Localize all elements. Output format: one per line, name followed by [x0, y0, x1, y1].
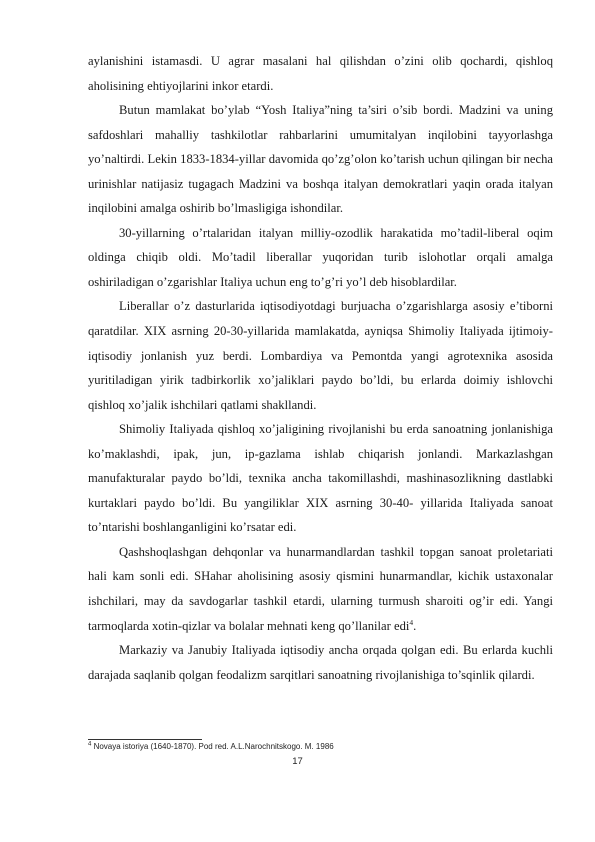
footnote-text: Novaya istoriya (1640-1870). Pod red. A.L.Narochnitskogo. M. 1986 [93, 742, 334, 751]
paragraph-7: Markaziy va Janubiy Italiyada iqtisodiy ancha orqada qolgan edi. Bu erlarda kuchli darajada saqlanib qolgan feodalizm sarqitlari sanoatning rivojlanishiga to’sqinlik qilardi. [88, 643, 553, 682]
paragraph-6-text: Qashshoqlashgan dehqonlar va hunarmandlardan tashkil topgan sanoat proletariati hali kam sonli edi. SHahar aholisining asosiy qismini hunarmandlar, kichik ustaxonalar ishchilari, may da savdogarlar tashkil etardi, ularning turmush sharoiti og’ir edi. Yangi tarmoqlarda xotin-qizlar va bolalar mehnati keng qo’llanilar edi [88, 544, 553, 633]
footnote-divider [88, 739, 202, 740]
paragraph-3: 30-yillarning o’rtalaridan italyan milliy-ozodlik harakatida mo’tadil-liberal oqim oldinga chiqib oldi. Mo’tadil liberallar yuqoridan turib islohotlar orqali amalga oshiriladigan o’zgarishlar Italiya uchun eng to’g’ri yo’l deb hisoblardilar. [88, 225, 553, 289]
paragraph-1: aylanishini istamasdi. U agrar masalani hal qilishdan o’zini olib qochardi, qishloq aholisining ehtiyojlarini inkor etardi. [88, 54, 553, 93]
paragraph-6 [88, 540, 553, 638]
paragraph-2: Butun mamlakat bo’ylab “Yosh Italiya”ning ta’siri o’sib bordi. Madzini va uning safdoshlari mahalliy tashkilotlar rahbarlarini umumitalyan inqilobini tayyorlashga yo’naltirdi. Lekin 1833-1834-yillar davomida qo’zg’olon ko’tarish uchun qilingan bir necha urinishlar natijasiz tugagach Madzini va boshqa italyan demokratlari yaqin orada italyan inqilobini amalga oshirib bo’lmasligiga ishondilar. [88, 103, 553, 216]
footnote [88, 742, 334, 751]
page-number: 17 [292, 756, 303, 767]
paragraph-5: Shimoliy Italiyada qishloq xo’jaligining rivojlanishi bu erda sanoatning jonlanishiga ko’maklashdi, ipak, jun, ip-gazlama ishlab chiqarish jonlandi. Markazlashgan manufakturalar paydo bo’ldi, texnika ancha takomillashdi, mashinasozlikning dastlabki kurtaklari paydo bo’ldi. Bu yangiliklar XIX asrning 30-40- yillarida Italiyada sanoat to’ntarishi boshlanganligini ko’rsatar edi. [88, 422, 553, 535]
paragraph-6-end: . [413, 618, 417, 633]
footnote-reference[interactable]: 4 [409, 617, 414, 627]
paragraph-4: Liberallar o’z dasturlarida iqtisodiyotdagi burjuacha o’zgarishlarga asosiy e’tiborni qaratdilar. XIX asrning 20-30-yillarida mamlakatda, ayniqsa Shimoliy Italiyada ijtimoiy-iqtisodiy jonlanish yuz berdi. Lombardiya va Pemontda yangi agrotexnika asosida yuritiladigan yirik tadbirkorlik xo’jaliklari paydo bo’ldi, bu erlarda doimiy ishlovchi qishloq xo’jalik ishchilari qatlami shakllandi. [88, 299, 553, 412]
body-text [88, 49, 553, 687]
footnote-number: 4 [88, 741, 92, 748]
